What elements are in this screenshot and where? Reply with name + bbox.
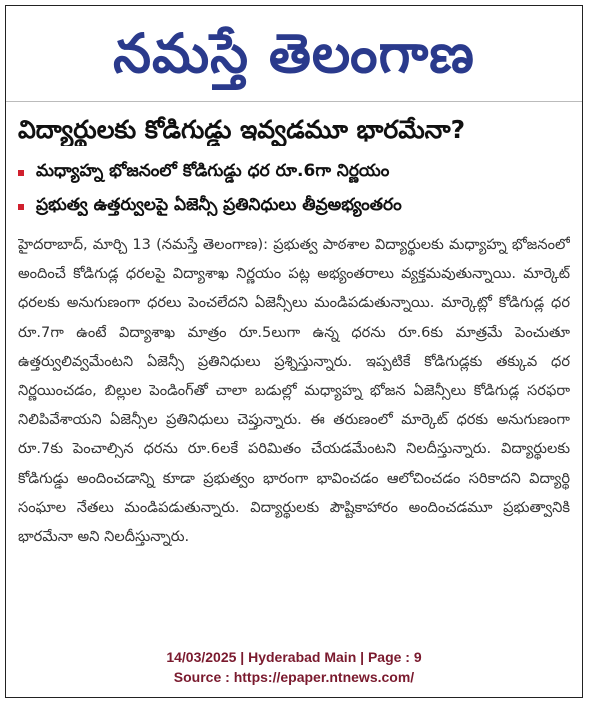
subheadline-text: మధ్యాహ్న భోజనంలో కోడిగుడ్డు ధర రూ.6గా నిర్ణయం: [36, 161, 390, 181]
subheadline-list: [18, 156, 582, 224]
masthead-divider: [6, 101, 582, 102]
edition-info: 14/03/2025 | Hyderabad Main | Page : 9: [166, 649, 422, 665]
article-headline: విద్యార్థులకు కోడిగుడ్డు ఇవ్వడమూ భారమేనా?: [18, 115, 466, 144]
epaper-clipping: [5, 5, 583, 698]
subheadline-text: ప్రభుత్వ ఉత్తర్వులపై ఏజెన్సీ ప్రతినిధులు తీవ్రఅభ్యంతరం: [36, 195, 402, 215]
subheadline-item: [18, 156, 582, 190]
clipping-footer: [6, 647, 582, 687]
masthead: [6, 6, 582, 101]
bullet-square-icon: [18, 170, 24, 176]
article-body: హైదరాబాద్, మార్చి 13 (నమస్తే తెలంగాణ): ప్రభుత్వ పాఠశాల విద్యార్థులకు మధ్యాహ్న భోజనంలో అందించే కోడిగుడ్ల ధరలపై విద్యాశాఖ నిర్ణయం పట్ల అభ్యంతరాలు వ్యక్తమవుతున్నాయి. మార్కెట్ ధరలకు అనుగుణంగా ధరలు పెంచలేదని ఏజెన్సీలు మండిపడుతున్నాయి. మార్కెట్లో కోడిగుడ్ల ధర రూ.7గా ఉంటే విద్యాశాఖ మాత్రం రూ.5లుగా ఉన్న ధరను రూ.6కు మాత్రమే పెంచుతూ ఉత్తర్వులివ్వమేంటని ఏజెన్సీ ప్రతినిధులు ప్రశ్నిస్తున్నారు. ఇప్పటికే కోడిగుడ్లకు తక్కువ ధర నిర్ణయించడం, బిల్లుల పెండింగ్‌తో చాలా బడుల్లో మధ్యాహ్న భోజన ఏజెన్సీలు కోడిగుడ్ల సరఫరా నిలిపివేశాయని ఏజెన్సీల ప్రతినిధులు చెప్తున్నారు. ఈ తరుణంలో మార్కెట్ ధరకు అనుగుణంగా రూ.7కు పెంచాల్సిన ధరను రూ.6లకే పరిమితం చేయడమేంటని నిలదీస్తున్నారు. విద్యార్థులకు కోడిగుడ్డు అందించడాన్ని కూడా ప్రభుత్వం భారంగా భావించడం ఆలోచించడం సరికాదని విద్యార్థి సంఘాల నేతలు మండిపడుతున్నారు. విద్యార్థులకు పౌష్టికాహారం అందించడమూ ప్రభుత్వానికి భారమేనా అని నిలదీస్తున్నారు.: [18, 236, 570, 546]
newspaper-logo: నమస్తే తెలంగాణ: [113, 21, 475, 85]
subheadline-item: [18, 190, 582, 224]
bullet-square-icon: [18, 204, 24, 210]
source-link[interactable]: Source : https://epaper.ntnews.com/: [173, 669, 415, 685]
